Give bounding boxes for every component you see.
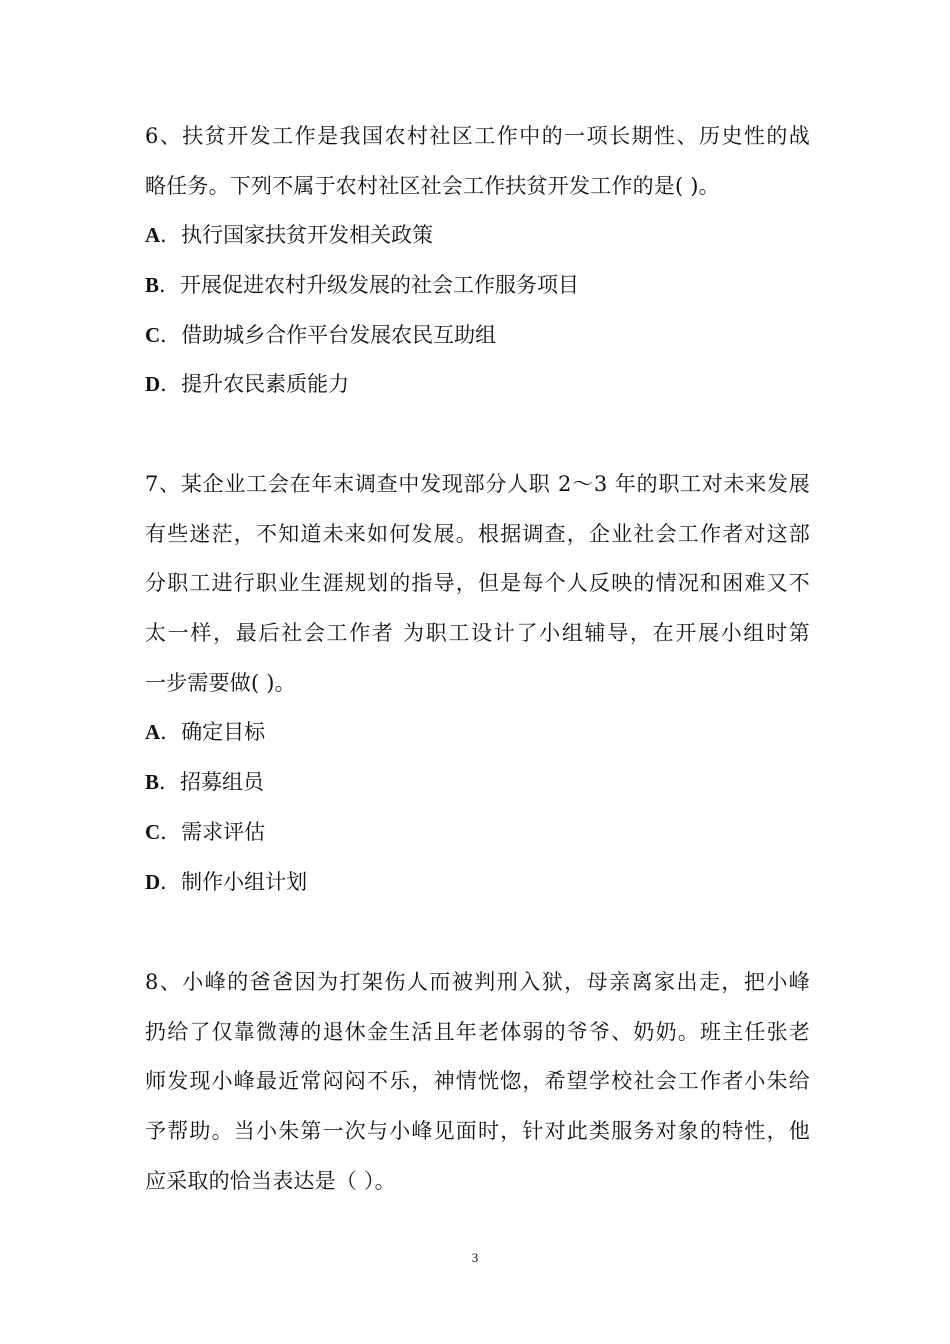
question-6: [145, 112, 810, 410]
question-stem-line: 一步需要做( )。: [145, 670, 296, 695]
question-stem-line: 7、某企业工会在年末调查中发现部分人职 2～3 年的职工对未来发展: [145, 472, 810, 496]
question-stem-line: 略任务。下列不属于农村社区社会工作扶贫开发工作的是( )。: [145, 173, 720, 198]
question-8: [145, 958, 810, 1206]
option-d: D．制作小组计划: [145, 869, 308, 894]
question-stem-line: 师发现小峰最近常闷闷不乐，神情恍惚，希望学校社会工作者小朱给: [145, 1069, 810, 1094]
page-number: 3: [471, 1250, 479, 1265]
option-d: D．提升农民素质能力: [145, 372, 350, 397]
option-a: A．确定目标: [145, 720, 266, 745]
question-stem-line: 应采取的恰当表达是（ ）。: [145, 1168, 396, 1193]
question-stem-line: 有些迷茫，不知道未来如何发展。根据调查，企业社会工作者对这部: [145, 521, 810, 546]
option-c: C．借助城乡合作平台发展农民互助组: [145, 322, 497, 347]
question-stem-line: 扔给了仅靠微薄的退休金生活且年老体弱的爷爷、奶奶。班主任张老: [145, 1019, 810, 1044]
question-stem-line: 予帮助。当小朱第一次与小峰见面时，针对此类服务对象的特性，他: [145, 1119, 810, 1144]
question-stem-line: 分职工进行职业生涯规划的指导，但是每个人反映的情况和困难又不: [145, 571, 810, 596]
question-stem-line: 8、小峰的爸爸因为打架伤人而被判刑入狱，母亲离家出走，把小峰: [145, 970, 810, 994]
question-stem-line: 6、扶贫开发工作是我国农村社区工作中的一项长期性、历史性的战: [145, 124, 810, 148]
question-stem-line: 太一样，最后社会工作者 为职工设计了小组辅导，在开展小组时第: [145, 621, 810, 646]
option-b: B．开展促进农村升级发展的社会工作服务项目: [145, 273, 580, 298]
option-a: A．执行国家扶贫开发相关政策: [145, 223, 434, 248]
option-b: B．招募组员: [145, 770, 265, 795]
question-7: [145, 460, 810, 907]
option-c: C．需求评估: [145, 819, 266, 844]
